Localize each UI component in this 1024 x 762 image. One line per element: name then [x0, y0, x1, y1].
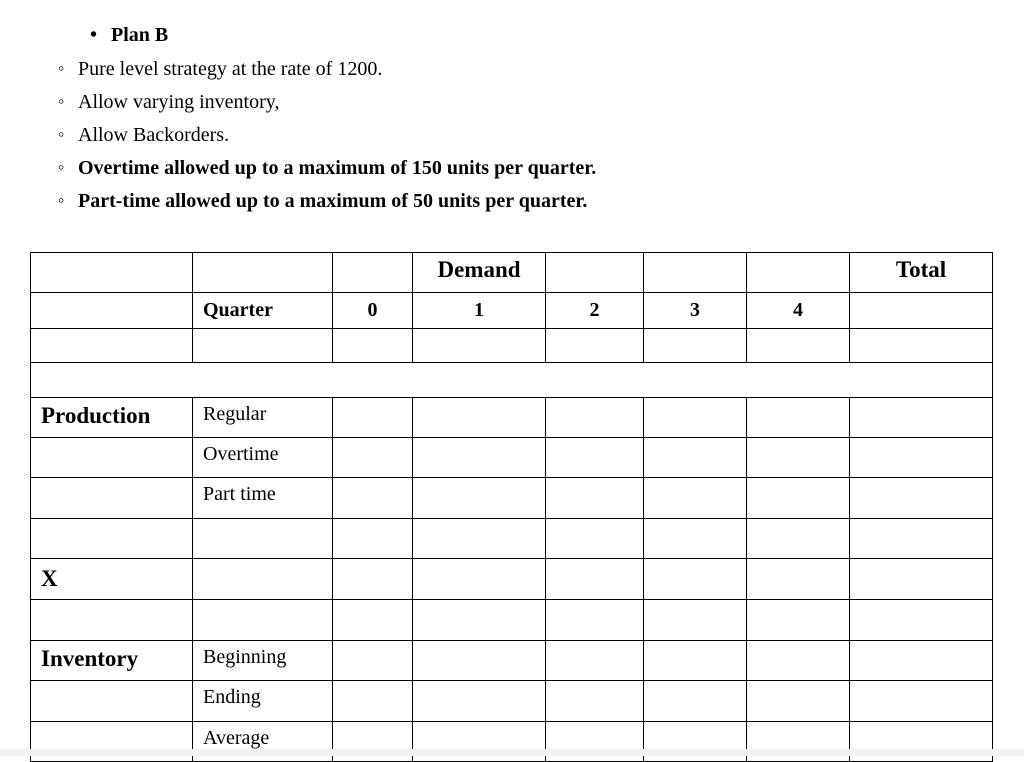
ending-label: Ending — [193, 681, 333, 722]
table-row — [31, 253, 993, 293]
part-time-label: Part time — [193, 478, 333, 519]
overtime-label: Overtime — [193, 438, 333, 478]
table-row — [31, 600, 993, 641]
quarter-0: 0 — [333, 293, 413, 329]
table-row — [31, 641, 993, 681]
quarter-3: 3 — [644, 293, 747, 329]
planning-table — [30, 252, 993, 762]
plan-item-2: ◦ Allow varying inventory, — [58, 89, 838, 115]
plan-section — [90, 22, 168, 48]
average-label: Average — [193, 722, 333, 762]
page-bottom-edge — [0, 749, 1024, 756]
table-row — [31, 559, 993, 600]
table-row — [31, 329, 993, 363]
spacer-row — [31, 363, 993, 398]
table-row — [31, 293, 993, 329]
beginning-label: Beginning — [193, 641, 333, 681]
plan-title: • Plan B — [90, 22, 168, 48]
quarter-2: 2 — [546, 293, 644, 329]
x-label: X — [31, 559, 193, 600]
plan-item-3: ◦ Allow Backorders. — [58, 122, 838, 148]
inventory-label: Inventory — [31, 641, 193, 681]
table-row — [31, 363, 993, 398]
total-header: Total — [850, 253, 993, 293]
demand-header: Demand — [413, 253, 546, 293]
plan-item-4: ◦ Overtime allowed up to a maximum of 150 units per quarter. — [58, 155, 838, 181]
production-label: Production — [31, 398, 193, 438]
table-row — [31, 478, 993, 519]
regular-label: Regular — [193, 398, 333, 438]
plan-item-1: ◦ Pure level strategy at the rate of 1200. — [58, 56, 838, 82]
quarter-4: 4 — [747, 293, 850, 329]
table-row — [31, 519, 993, 559]
table-row — [31, 681, 993, 722]
table-row — [31, 438, 993, 478]
quarter-1: 1 — [413, 293, 546, 329]
quarter-header: Quarter — [193, 293, 333, 329]
table-row — [31, 398, 993, 438]
plan-item-5: ◦ Part-time allowed up to a maximum of 50 units per quarter. — [58, 188, 838, 214]
